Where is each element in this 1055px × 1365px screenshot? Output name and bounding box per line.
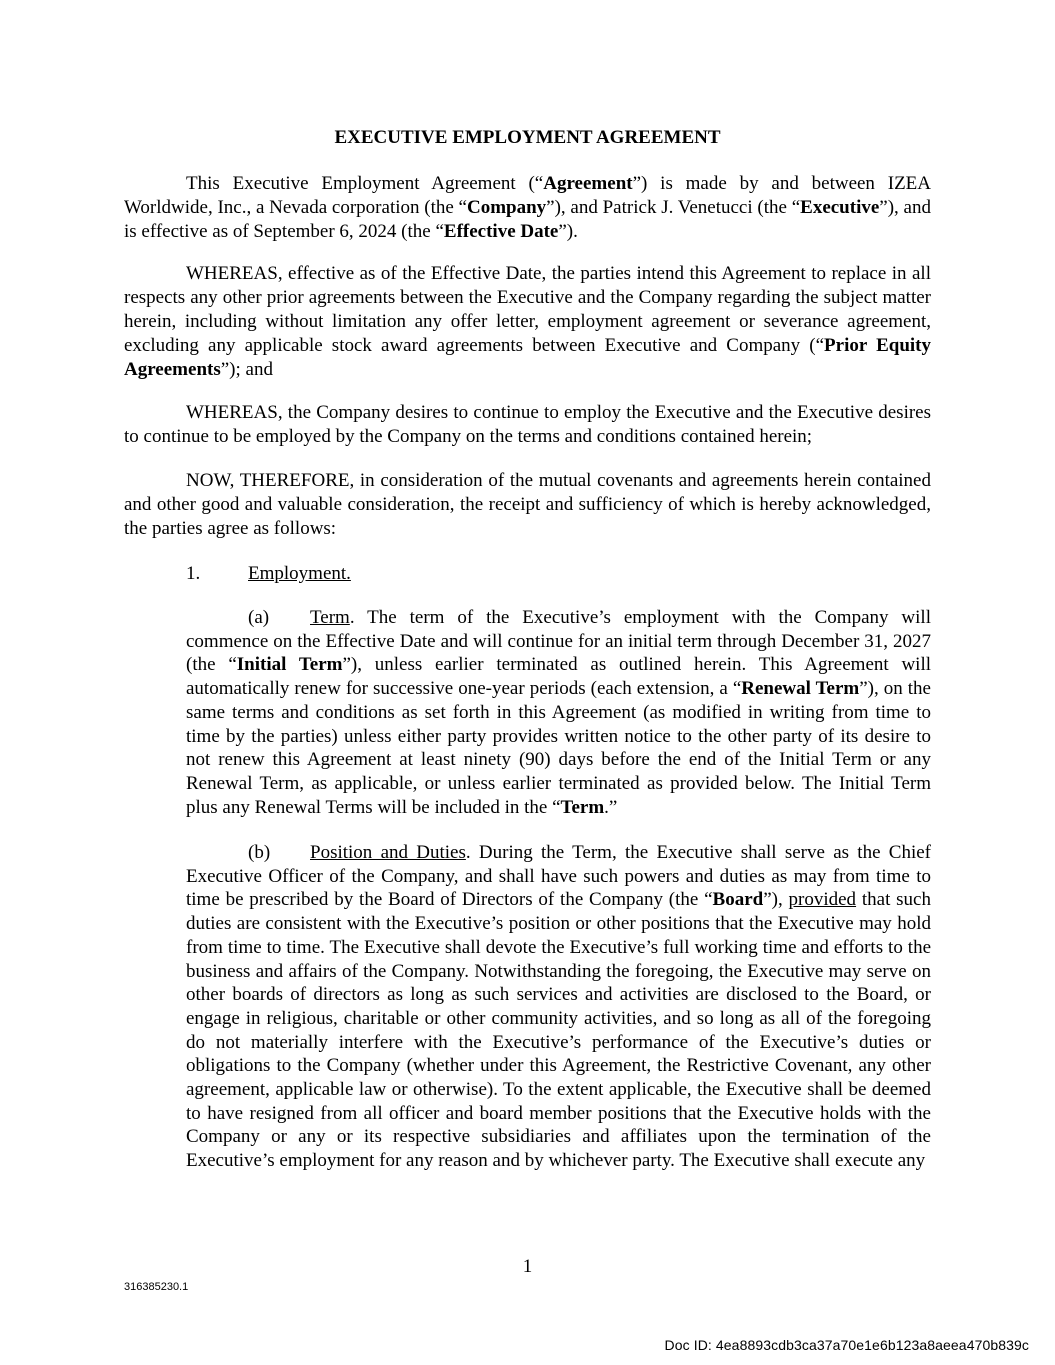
- subsection-b-heading: Position and Duties: [310, 842, 466, 863]
- document-title: EXECUTIVE EMPLOYMENT AGREEMENT: [334, 127, 721, 148]
- intro-paragraph: This Executive Employment Agreement (“Agreement”) is made by and between IZEA Worldwide, Inc., a Nevada corporation (the “Company”), and Patrick J. Venetucci (the “Executive”), and is effective as of September 6, 2024 (the “Effective Date”).: [124, 173, 932, 242]
- now-therefore-paragraph: NOW, THEREFORE, in consideration of the mutual covenants and agreements herein contained and other good and valuable consideration, the receipt and sufficiency of which is hereby acknowledged, the parties agree as follows:: [124, 470, 931, 539]
- document-number: 316385230.1: [124, 1281, 189, 1293]
- whereas-paragraph-2: WHEREAS, the Company desires to continue to employ the Executive and the Executive desires to continue to be employed by the Company on the terms and conditions contained herein;: [124, 402, 931, 447]
- subsection-a-label: (a): [248, 607, 270, 628]
- subsection-a-heading: Term: [310, 607, 350, 628]
- section-number: 1.: [186, 563, 201, 584]
- whereas-paragraph-1: WHEREAS, effective as of the Effective Date, the parties intend this Agreement to replace in all respects any other prior agreements between the Executive and the Company regarding the subject matter herein, including without limitation any offer letter, employment agreement or severance agreement, excluding any applicable stock award agreements between Executive and Company (“Prior Equity Agreements”); and: [124, 263, 931, 380]
- subsection-b-position-and-duties: (b) Position and Duties. During the Term, the Executive shall serve as the Chief Executive Officer of the Company, and shall have such powers and duties as may from time to time be prescribed by the Board of Directors of the Company (the “Board”), provided that such duties are consistent with the Executive’s position or other positions that the Executive may hold from time to time. The Executive shall devote the Executive’s full working time and efforts to the business and affairs of the Company. Notwithstanding the foregoing, the Executive may serve on other boards of directors as long as such services and activities are disclosed to the Board, or engage in religious, charitable or other community activities, and so long as all of the foregoing do not materially interfere with the Executive’s performance of the Executive’s duties or obligations to the Company (whether under this Agreement, the Restrictive Covenant, any other agreement, applicable law or otherwise). To the extent applicable, the Executive shall be deemed to have resigned from all officer and board member positions that the Executive holds with the Company or any or its respective subsidiaries and affiliates upon the termination of the Executive’s employment for any reason and by whichever party. The Executive shall execute any: [186, 842, 931, 1172]
- page-number: 1: [522, 1256, 533, 1277]
- section-title: Employment.: [248, 563, 351, 584]
- section-1-heading: [186, 562, 351, 586]
- subsection-a-term: (a) Term. The term of the Executive’s employment with the Company will commence on the Effective Date and will continue for an initial term through December 31, 2027 (the “Initial Term”), unless earlier terminated as outlined herein. This Agreement will automatically renew for successive one-year periods (each extension, a “Renewal Term”), on the same terms and conditions as set forth in this Agreement (as modified in writing from time to time by the parties) unless either party provides written notice to the other party of its desire to not renew this Agreement at least ninety (90) days before the end of the Initial Term or any Renewal Term, as applicable, or unless earlier terminated as provided below. The Initial Term plus any Renewal Terms will be included in the “Term.”: [186, 607, 931, 818]
- doc-id-footer: Doc ID: 4ea8893cdb3ca37a70e1e6b123a8aeea470b839c: [664, 1337, 1029, 1353]
- subsection-b-label: (b): [248, 842, 271, 863]
